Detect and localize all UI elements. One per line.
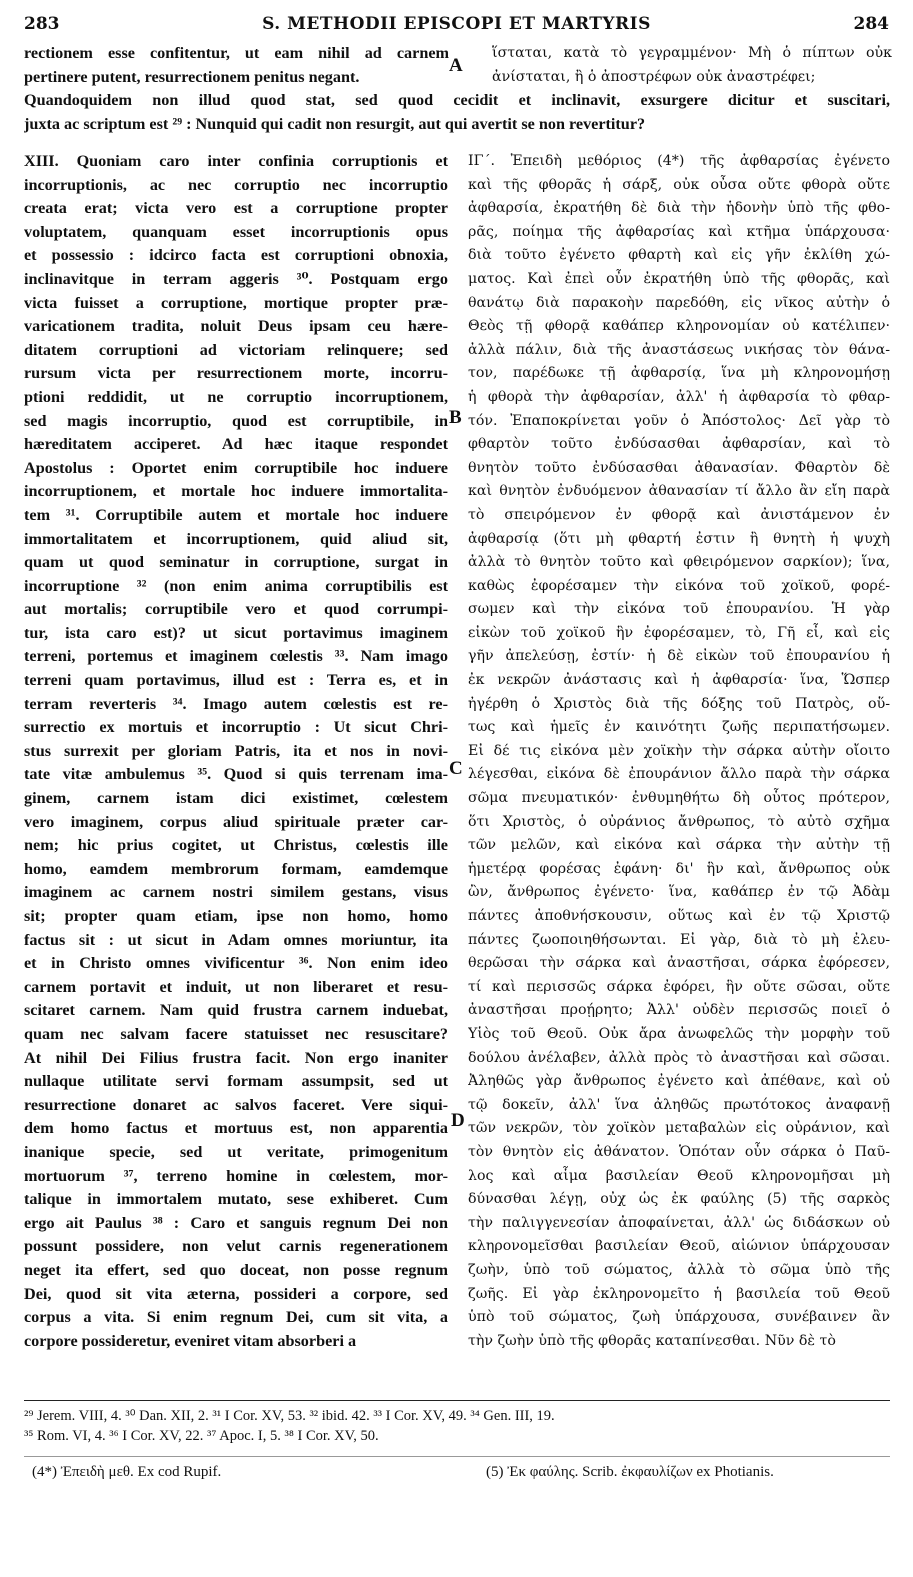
- footnote-line: ³⁵ Rom. VI, 4. ³⁶ I Cor. XV, 22. ³⁷ Apoc. I, 5. ³⁸ I Cor. XV, 50.: [24, 1428, 379, 1444]
- intro-latin: [24, 42, 449, 89]
- greek-line: θερῶσαι τὴν σάρκα καὶ ἀναστῆσαι, σάρκα ἐφόρεσεν,: [468, 955, 890, 972]
- greek-line: τί καὶ περισσῶς σάρκα ἐφόρει, ἣν οὔτε σῶσαι, οὔτε: [468, 978, 890, 995]
- greek-line: λος καὶ αἷμα βασιλείαν Θεοῦ κληρονομῆσαι μὴ: [468, 1167, 890, 1184]
- greek-line: τὸν θνητὸν εἰς ἀθάνατον. Ὁπόταν οὖν σάρκα ὁ Παῦ-: [468, 1143, 890, 1160]
- greek-line: Υἱὸς τοῦ Θεοῦ. Οὐκ ἄρα ἀνωφελῶς τὴν μορφὴν τοῦ: [468, 1025, 890, 1042]
- greek-line: ζωῆς. Εἰ γὰρ ἐκληρονομεῖτο ἡ βασιλεία τοῦ Θεοῦ: [468, 1285, 890, 1302]
- greek-line: διὰ τοῦτο ἐγένετο φθαρτὴ καὶ εἰς γῆν ἐκλίθη χώ-: [468, 247, 890, 264]
- latin-line: et in Christo omnes vivificentur ³⁶. Non enim ideo: [24, 954, 448, 973]
- latin-line: hæreditatem acciperet. Ad hæc itaque respondet: [24, 435, 448, 454]
- greek-line: τῶν νεκρῶν, τὸν χοϊκὸν μεταβαλὼν εἰς οὐράνιον, καὶ: [468, 1120, 890, 1137]
- greek-line: ἡμετέρᾳ φορέσας ἐφάνη· δι' ἣν καὶ, ἄνθρωπος οὐκ: [468, 860, 890, 877]
- latin-line: nullaque utilitate servi formam assumpsit, sed ut: [24, 1072, 448, 1091]
- greek-line: τῶν μελῶν, καὶ εἰκόνα καὶ σάρκα τὴν αὐτὴν τῇ: [468, 837, 890, 854]
- latin-line: tate vitæ ambulemus ³⁵. Quod si quis terrenam ima-: [24, 765, 448, 784]
- greek-line: ζωὴν, ὑπὸ τοῦ σώματος, ἀλλὰ τὸ σῶμα ὑπὸ τῆς: [468, 1261, 890, 1278]
- greek-line: πάντες ζωοποιηθήσωνται. Εἰ γὰρ, διὰ τὸ μὴ ἐλευ-: [468, 931, 890, 948]
- intro-full-width: [24, 89, 890, 136]
- greek-line: εἰκὼν τοῦ χοϊκοῦ ἣν ἐφορέσαμεν, τὸ, Γῆ εἶ, καὶ εἰς: [468, 624, 890, 641]
- running-title: S. METHODII EPISCOPI ET MARTYRIS: [262, 14, 651, 34]
- latin-line: corpus a vita. Si enim regnum Dei, cum sit vita, a: [24, 1308, 448, 1327]
- latin-line: tur, ista caro est)? ut sicut portavimus imaginem: [24, 623, 448, 642]
- greek-line: λέγεσθαι, εἰκόνα δὲ ἐπουράνιον ἄλλο παρὰ τὴν σάρκα: [468, 766, 890, 783]
- greek-line: ρᾶς, ποίημα τῆς ἀφθαρσίας καὶ κτῆμα ὑπάρχουσα·: [468, 223, 890, 240]
- latin-line: ptioni reddidit, ut ne corruptio incorruptionem,: [24, 387, 448, 406]
- intro-greek-line: ἀνίσταται, ἢ ὁ ἀποστρέφων οὐκ ἀναστρέφει;: [492, 68, 816, 85]
- latin-line: resurrectione donaret ac salvos faceret. Vere siqui-: [24, 1095, 448, 1114]
- note-left: (4*) Ἐπειδὴ μεθ. Ex cod Rupif.: [32, 1464, 222, 1480]
- greek-line: θανάτῳ διὰ παρακοὴν παρεδόθη, εἰς νῖκος αὐτὴν ὁ: [468, 294, 890, 311]
- footnote-line: ²⁹ Jerem. VIII, 4. ³⁰ Dan. XII, 2. ³¹ I Cor. XV, 53. ³² ibid. 42. ³³ I Cor. XV, 49. ³⁴ Gen. III, 19.: [24, 1408, 555, 1424]
- intro-latin-line: rectionem esse confitentur, ut eam nihil ad carnem: [24, 44, 449, 62]
- latin-line: surrectio ex mortuis et incorruptio : Ut sicut Chri-: [24, 718, 448, 737]
- latin-line: ditatem corruptioni ad victoriam relinquere; sed: [24, 340, 448, 359]
- latin-line: possunt possidere, non velut carnis regenerationem: [24, 1237, 448, 1256]
- latin-line: stus surrexit per gloriam Patris, ita et nos in novi-: [24, 741, 448, 760]
- greek-line: ὅτι Χριστὸς, ὁ οὐράνιος ἄνθρωπος, τὸ αὐτὸ σχῆμα: [468, 813, 890, 830]
- greek-line: τὴν ζωὴν ὑπὸ τῆς φθορᾶς καταπίνεσθαι. Νῦν δὲ τὸ: [468, 1332, 836, 1349]
- latin-line: Apostolus : Oportet enim corruptibile hoc induere: [24, 458, 448, 477]
- latin-line: corpore possideretur, eveniret vitam absorberi a: [24, 1331, 357, 1350]
- greek-line: τως καὶ ἡμεῖς ἐν καινότητι ζωῆς περιπατήσωμεν.: [468, 719, 890, 736]
- intro-latin-line: pertinere putent, resurrectionem penitus negant.: [24, 67, 360, 86]
- latin-line: carnem portavit et induit, ut non liberaret et resu-: [24, 977, 448, 996]
- greek-line: ἡ φθορὰ τὴν ἀφθαρσίαν, ἀλλ' ἡ ἀφθαρσία τὸ φθαρ-: [468, 388, 890, 405]
- greek-line: τον, παρέδωκε τῇ ἀφθαρσίᾳ, ἵνα μὴ κληρονομήσῃ: [468, 365, 890, 382]
- margin-marker-a: A: [449, 55, 463, 76]
- latin-line: XIII. Quoniam caro inter confinia corruptionis et: [24, 152, 448, 170]
- greek-line: ἐκ νεκρῶν ἀνάστασις καὶ ἡ ἀφθαρσία· ἵνα, Ὥσπερ: [468, 672, 890, 689]
- greek-line: ὢν, ἄνθρωπος ἐγένετο· ἵνα, καθάπερ ἐν τῷ Ἀδὰμ: [468, 884, 890, 901]
- greek-line: καὶ τῆς φθορᾶς ἡ σάρξ, οὐκ οὖσα οὔτε φθορὰ οὔτε: [468, 176, 890, 193]
- latin-line: terreni quam portavimus, illud est : Terra es, et in: [24, 671, 448, 690]
- greek-line: πάντες ἀποθνήσκουσιν, οὕτως καὶ ἐν τῷ Χριστῷ: [468, 908, 890, 924]
- intro-greek: [492, 42, 892, 89]
- note-right: (5) Ἐκ φαύλης. Scrib. ἐκφαυλίζων ex Photianis.: [486, 1464, 774, 1480]
- latin-line: vero imaginem, corpus aliud spirituale præter car-: [24, 812, 448, 831]
- latin-line: neget ita effert, sed quo doceat, non posse regnum: [24, 1260, 448, 1279]
- latin-line: et possessio : idcirco facta est corruptioni obnoxia,: [24, 246, 448, 265]
- margin-marker-d: D: [451, 1110, 465, 1131]
- latin-line: aut mortalis; corruptibile vero et quod corrumpi-: [24, 600, 448, 619]
- latin-line: tem ³¹. Corruptibile autem et mortale hoc induere: [24, 505, 448, 524]
- greek-line: ΙΓ΄. Ἐπειδὴ μεθόριος (4*) τῆς ἀφθαρσίας ἐγένετο: [468, 153, 890, 169]
- intro-full-line: juxta ac scriptum est ²⁹ : Nunquid qui cadit non resurgit, aut qui avertit se non revertitur?: [24, 114, 646, 133]
- greek-line: δύνασθαι λέγῃ, οὐχ ὡς ἐκ φαύλης (5) τῆς σαρκὸς: [468, 1191, 890, 1208]
- greek-line: Εἰ δέ τις εἰκόνα μὲν χοϊκὴν τὴν σάρκα αὐτὴν οἴοιτο: [468, 742, 890, 759]
- greek-line: ἀφθαρσία, ἐκρατήθη δὲ διὰ τὴν ἡδονὴν ὑπὸ τῆς φθο-: [468, 200, 890, 217]
- margin-marker-b: B: [449, 407, 462, 428]
- footnote-rule: [24, 1400, 890, 1401]
- greek-line: τόν. Ἐπαποκρίνεται γοῦν ὁ Ἀπόστολος· Δεῖ γὰρ τὸ: [468, 412, 890, 429]
- greek-line: σῶμα πνευματικόν· ἐνθυμηθήτω δὴ οὗτος πρότερον,: [468, 790, 890, 807]
- latin-line: incorruptione ³² (non enim anima corruptibilis est: [24, 576, 448, 595]
- greek-line: Ἀληθῶς γὰρ ἄνθρωπος ἐγένετο καὶ ἀπέθανε, καὶ οὐ: [468, 1073, 890, 1090]
- greek-line: καὶ θνητὸν ἐνδυόμενον ἀθανασίαν τί ἄλλο ἂν εἴη παρὰ: [468, 483, 890, 500]
- latin-line: homo, eamdem membrorum formam, eamdemque: [24, 859, 448, 878]
- latin-line: scitaret carnem. Nam quid frustra carnem induebat,: [24, 1001, 448, 1020]
- greek-line: καθὼς ἐφορέσαμεν τὴν εἰκόνα τοῦ χοϊκοῦ, φορέ-: [468, 577, 890, 594]
- greek-line: σωμεν καὶ τὴν εἰκόνα τοῦ ἐπουρανίου. Ἡ γὰρ: [468, 601, 890, 618]
- page-number-left: 283: [24, 14, 60, 34]
- footnotes: [24, 1406, 890, 1446]
- latin-column: [24, 150, 448, 1353]
- latin-line: factus sit : ut sicut in Adam omnes moriuntur, ita: [24, 930, 448, 949]
- latin-line: ginem, carnem istam dici existimet, cœlestem: [24, 789, 448, 808]
- latin-line: Dei, quod sit vita æterna, possideri a corpore, sed: [24, 1284, 448, 1303]
- latin-line: At nihil Dei Filius frustra facit. Non ergo inaniter: [24, 1048, 448, 1067]
- latin-line: terreni, portemus et imaginem cœlestis ³³. Nam imago: [24, 647, 448, 666]
- intro-greek-line: ἵσταται, κατὰ τὸ γεγραμμένον· Μὴ ὁ πίπτων οὐκ: [492, 45, 892, 61]
- greek-line: γῆν ἀπελεύσῃ, ἐστίν· ἡ δὲ εἰκὼν τοῦ ἐπουρανίου ἡ: [468, 648, 890, 665]
- latin-line: creata erat; victa vero est a corruptione propter: [24, 199, 448, 218]
- latin-line: dem homo factus et mortuus est, non apparentia: [24, 1119, 448, 1138]
- latin-line: voluptatem, quanquam esset incorruptionis opus: [24, 222, 448, 241]
- greek-line: ἀλλὰ πάλιν, διὰ τῆς ἀναστάσεως νικήσας τὸν θάνα-: [468, 341, 890, 358]
- latin-line: imaginem ac carnem nostri similem gestans, visus: [24, 883, 448, 902]
- greek-line: Θεὸς τῇ φθορᾷ καθάπερ κληρονομίαν οὐ κατέλιπεν·: [468, 318, 890, 335]
- latin-line: quam ut quod seminatur in corruptione, surgat in: [24, 553, 448, 572]
- greek-line: ἠγέρθη ὁ Χριστὸς διὰ τῆς δόξης τοῦ Πατρὸς, οὕ-: [468, 695, 890, 712]
- greek-line: ἀφθαρσίᾳ (ὅτι μὴ φθαρτή ἐστιν ἢ θνητὴ ἡ ψυχὴ: [468, 530, 890, 547]
- latin-line: varicationem tradita, noluit Deus ipsam ceu hære-: [24, 317, 448, 336]
- greek-line: τὴν παλιγγενεσίαν ἀποφαίνεται, ἀλλ' ὡς διδάσκων οὐ: [468, 1214, 890, 1231]
- notes-rule: [24, 1456, 890, 1457]
- greek-line: κληρονομεῖσθαι βασιλείαν Θεοῦ, αἰώνιον ὑπάρχουσαν: [468, 1238, 890, 1255]
- latin-line: ergo ait Paulus ³⁸ : Caro et sanguis regnum Dei non: [24, 1213, 448, 1232]
- latin-line: inclinavitque in terram aggeris ³⁰. Postquam ergo: [24, 269, 448, 288]
- running-header: [24, 14, 889, 38]
- latin-line: sit; propter quam etiam, ipse non homo, homo: [24, 907, 448, 925]
- greek-line: θνητὸν τοῦτο ἐνδύσασθαι ἀθανασίαν. Φθαρτὸν δὲ: [468, 459, 890, 476]
- greek-line: φθαρτὸν τοῦτο ἐνδύσασθαι ἀφθαρσίαν, καὶ τὸ: [468, 436, 890, 453]
- latin-line: rursum victa per resurrectionem morte, incorru-: [24, 364, 448, 383]
- latin-line: immortalitatem et incorruptionem, quid aliud sit,: [24, 529, 448, 548]
- page-number-right: 284: [853, 14, 889, 34]
- greek-line: ἀλλὰ τὸ θνητὸν τοῦτο καὶ φθειρόμενον σαρκίον); ἵνα,: [468, 554, 890, 571]
- intro-full-line: Quandoquidem non illud quod stat, sed quod cecidit et inclinavit, exsurgere dicitur et suscitari,: [24, 91, 890, 109]
- latin-line: nem; hic prius cogitet, ut Christus, cœlestis ille: [24, 836, 448, 855]
- latin-line: terram reverteris ³⁴. Imago autem cœlestis est re-: [24, 694, 448, 713]
- greek-line: τὸ σπειρόμενον ἐν φθορᾷ καὶ ἀνιστάμενον ἐν: [468, 506, 890, 523]
- latin-line: talique in immortalem mutato, sese exhiberet. Cum: [24, 1190, 448, 1209]
- greek-line: ματος. Καὶ ἐπεὶ οὖν ἐκρατήθη ὑπὸ τῆς φθορᾶς, καὶ: [468, 270, 890, 287]
- greek-line: ὑπὸ τοῦ σώματος, ζωὴ ὑπάρχουσα, συνέβαινεν ἂν: [468, 1309, 890, 1326]
- greek-column: [468, 150, 890, 1353]
- latin-line: quam nec salvam facere statuisset nec resuscitare?: [24, 1024, 448, 1043]
- latin-line: victa fuisset a corruptione, mortique propter præ-: [24, 293, 448, 312]
- latin-line: mortuorum ³⁷, terreno homine in cœlestem, mor-: [24, 1166, 448, 1185]
- latin-line: inanique specie, sed ut veritate, primogenitum: [24, 1142, 448, 1161]
- margin-marker-c: C: [449, 758, 463, 779]
- greek-line: ἀναστῆσαι προῄρητο; Ἀλλ' οὐδὲν περισσῶς ποιεῖ ὁ: [468, 1002, 890, 1019]
- latin-line: incorruptionem, et mortale hoc induere immortalita-: [24, 482, 448, 501]
- latin-line: sed magis incorruptio, quod est corruptibile, in: [24, 411, 448, 430]
- greek-line: τῷ δοκεῖν, ἀλλ' ἵνα ἀληθῶς πρωτότοκος ἀναφανῇ: [468, 1096, 890, 1113]
- latin-line: incorruptionis, ac nec corruptio nec incorruptio: [24, 175, 448, 194]
- greek-line: δούλου ἀνέλαβεν, ἀλλὰ πρὸς τὸ ἀναστῆσαι καὶ σῶσαι.: [468, 1049, 890, 1066]
